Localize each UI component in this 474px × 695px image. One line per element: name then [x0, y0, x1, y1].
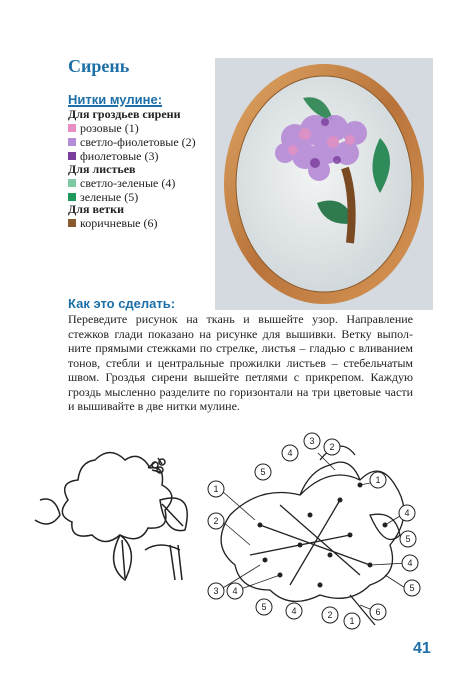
embroidery-photo: [215, 58, 433, 310]
thread-item: светло-зеленые (4): [68, 176, 175, 190]
label-6: 6: [375, 607, 381, 617]
group-title: Для ветки: [68, 202, 125, 216]
color-swatch: [68, 179, 76, 187]
page-title: Сирень: [68, 56, 130, 76]
outline-drawing: [30, 440, 200, 600]
label-5: 5: [260, 467, 266, 477]
thread-item: зеленые (5): [68, 190, 175, 204]
pattern-diagram: [200, 425, 425, 635]
label-3: 3: [213, 586, 219, 596]
label-2: 2: [329, 442, 335, 452]
label-3: 3: [309, 436, 315, 446]
instructions-text: Переведите рисунок на ткань и вышейте узор. Направление стежков глади показано на рисунке для вышивки. Ветку выполните прямыми стежками по стрелке, листья – гладью с вливанием тонов, стебли и центральные прожилки листьев – стебельчатым швом. Гроздья сирени вышейте петлями с прикрепом. Каждую гроздь мысленно разделите по горизонтали на три цветовые части и вышивайте в две нитки мулине.: [68, 312, 413, 413]
label-1: 1: [213, 484, 219, 494]
threads-heading: Нитки мулине:: [68, 92, 163, 107]
thread-item: коричневые (6): [68, 216, 157, 230]
thread-group-leaves: [68, 162, 175, 204]
label-1: 1: [349, 616, 355, 626]
thread-item: светло-фиолетовые (2): [68, 135, 196, 149]
color-swatch: [68, 124, 76, 132]
how-heading: Как это сделать:: [68, 296, 176, 311]
label-4: 4: [407, 558, 413, 568]
label-5: 5: [409, 583, 415, 593]
page-number: 41: [413, 640, 431, 657]
color-swatch: [68, 219, 76, 227]
color-swatch: [68, 193, 76, 201]
thread-group-branch: [68, 202, 157, 230]
label-4: 4: [232, 586, 238, 596]
label-4: 4: [404, 508, 410, 518]
thread-group-cluster: [68, 107, 196, 163]
label-2: 2: [327, 610, 333, 620]
label-4: 4: [291, 606, 297, 616]
label-5: 5: [405, 534, 411, 544]
group-title: Для гроздьев сирени: [68, 107, 181, 121]
label-4: 4: [287, 448, 293, 458]
label-2: 2: [213, 516, 219, 526]
label-5: 5: [261, 602, 267, 612]
thread-item: фиолетовые (3): [68, 149, 196, 163]
label-1: 1: [375, 475, 381, 485]
color-swatch: [68, 152, 76, 160]
color-swatch: [68, 138, 76, 146]
group-title: Для листьев: [68, 162, 136, 176]
thread-item: розовые (1): [68, 121, 196, 135]
